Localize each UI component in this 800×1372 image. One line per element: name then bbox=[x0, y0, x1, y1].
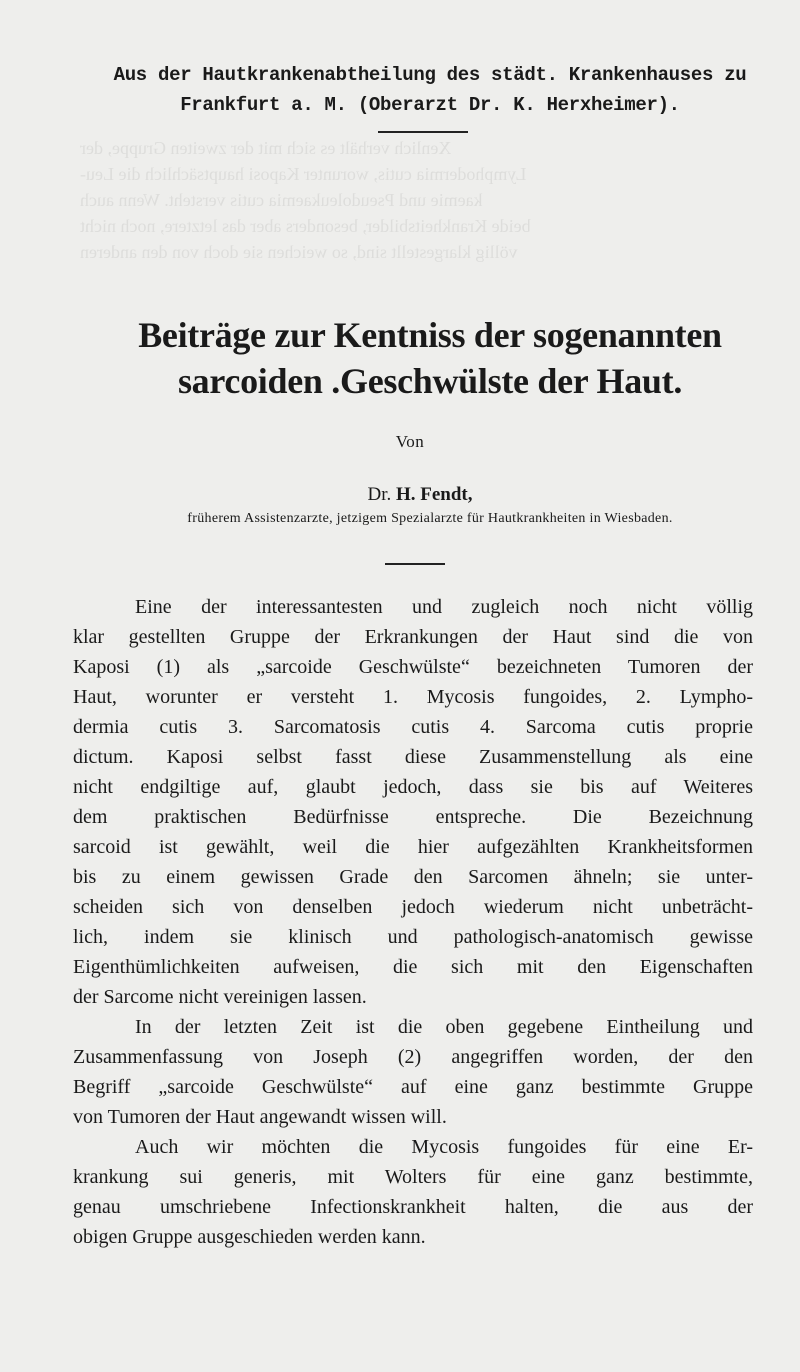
body-line: bis zu einem gewissen Grade den Sarcomen ähneln; sie unter- bbox=[73, 866, 753, 888]
show-through-text: Lymphodermia cutis, worunter Kaposi hauptsächlich die Leu- bbox=[80, 164, 527, 184]
body-line: dem praktischen Bedürfnisse entspreche. Die Bezeichnung bbox=[73, 806, 753, 828]
affiliation-header bbox=[70, 60, 790, 120]
body-line: lich, indem sie klinisch und pathologisch-anatomisch gewisse bbox=[73, 926, 753, 948]
body-line: Haut, worunter er versteht 1. Mycosis fungoides, 2. Lympho- bbox=[73, 686, 753, 708]
show-through-text: beide Krankheitsbilder, besonders aber das letztere, noch nicht bbox=[80, 216, 531, 236]
author-name: H. Fendt, bbox=[395, 484, 473, 505]
body-line: der Sarcome nicht vereinigen lassen. bbox=[73, 986, 367, 1008]
body-line: Kaposi (1) als „sarcoide Geschwülste“ bezeichneten Tumoren der bbox=[73, 656, 753, 678]
author-divider bbox=[385, 563, 445, 565]
body-line: dermia cutis 3. Sarcomatosis cutis 4. Sarcoma cutis proprie bbox=[73, 716, 753, 738]
author-prefix: Dr. bbox=[367, 484, 392, 505]
body-line: dictum. Kaposi selbst fasst diese Zusammenstellung als eine bbox=[73, 746, 753, 768]
body-line: nicht endgiltige auf, glaubt jedoch, dass sie bis auf Weiteres bbox=[73, 776, 753, 798]
title-line-2: sarcoiden .Geschwülste der Haut. bbox=[177, 361, 683, 401]
author-description: früherem Assistenzarzte, jetzigem Spezialarzte für Hautkrankheiten in Wiesbaden. bbox=[187, 511, 673, 526]
body-line: von Tumoren der Haut angewandt wissen will. bbox=[73, 1106, 447, 1128]
body-line: klar gestellten Gruppe der Erkrankungen der Haut sind die von bbox=[73, 626, 753, 648]
body-line: In der letzten Zeit ist die oben gegebene Eintheilung und bbox=[135, 1016, 753, 1038]
body-line: obigen Gruppe ausgeschieden werden kann. bbox=[73, 1226, 426, 1248]
show-through-text: kaemie und Pseudoleukaemia cutis versteht. Wenn auch bbox=[80, 190, 483, 210]
body-line: Eine der interessantesten und zugleich noch nicht völlig bbox=[135, 596, 753, 618]
paragraph-2 bbox=[73, 1012, 753, 1132]
affiliation-line-1: Aus der Hautkrankenabtheilung des städt. Krankenhauses zu bbox=[113, 64, 747, 86]
body-line: scheiden sich von denselben jedoch wiederum nicht unbeträcht- bbox=[73, 896, 753, 918]
author-line bbox=[60, 484, 780, 506]
body-line: genau umschriebene Infectionskrankheit halten, die aus der bbox=[73, 1196, 753, 1218]
body-line: Eigenthümlichkeiten aufweisen, die sich mit den Eigenschaften bbox=[73, 956, 753, 978]
affiliation-line-2: Frankfurt a. M. (Oberarzt Dr. K. Herxheimer). bbox=[180, 94, 680, 116]
article-body bbox=[73, 592, 753, 1252]
header-divider bbox=[378, 131, 468, 133]
article-title bbox=[60, 312, 800, 404]
show-through-text: völlig klargestellt sind, so weichen sie doch von den anderen bbox=[80, 242, 518, 262]
body-line: Zusammenfassung von Joseph (2) angegriffen worden, der den bbox=[73, 1046, 753, 1068]
show-through-text: Xenlich verhält es sich mit der zweiten Gruppe, der bbox=[80, 138, 452, 158]
body-line: sarcoid ist gewählt, weil die hier aufgezählten Krankheitsformen bbox=[73, 836, 753, 858]
title-line-1: Beiträge zur Kentniss der sogenannten bbox=[138, 315, 722, 355]
paragraph-1 bbox=[73, 592, 753, 1012]
paragraph-3 bbox=[73, 1132, 753, 1252]
body-line: Begriff „sarcoide Geschwülste“ auf eine ganz bestimmte Gruppe bbox=[73, 1076, 753, 1098]
byline-von: Von bbox=[395, 432, 425, 451]
body-line: Auch wir möchten die Mycosis fungoides für eine Er- bbox=[135, 1136, 753, 1158]
body-line: krankung sui generis, mit Wolters für eine ganz bestimmte, bbox=[73, 1166, 753, 1188]
